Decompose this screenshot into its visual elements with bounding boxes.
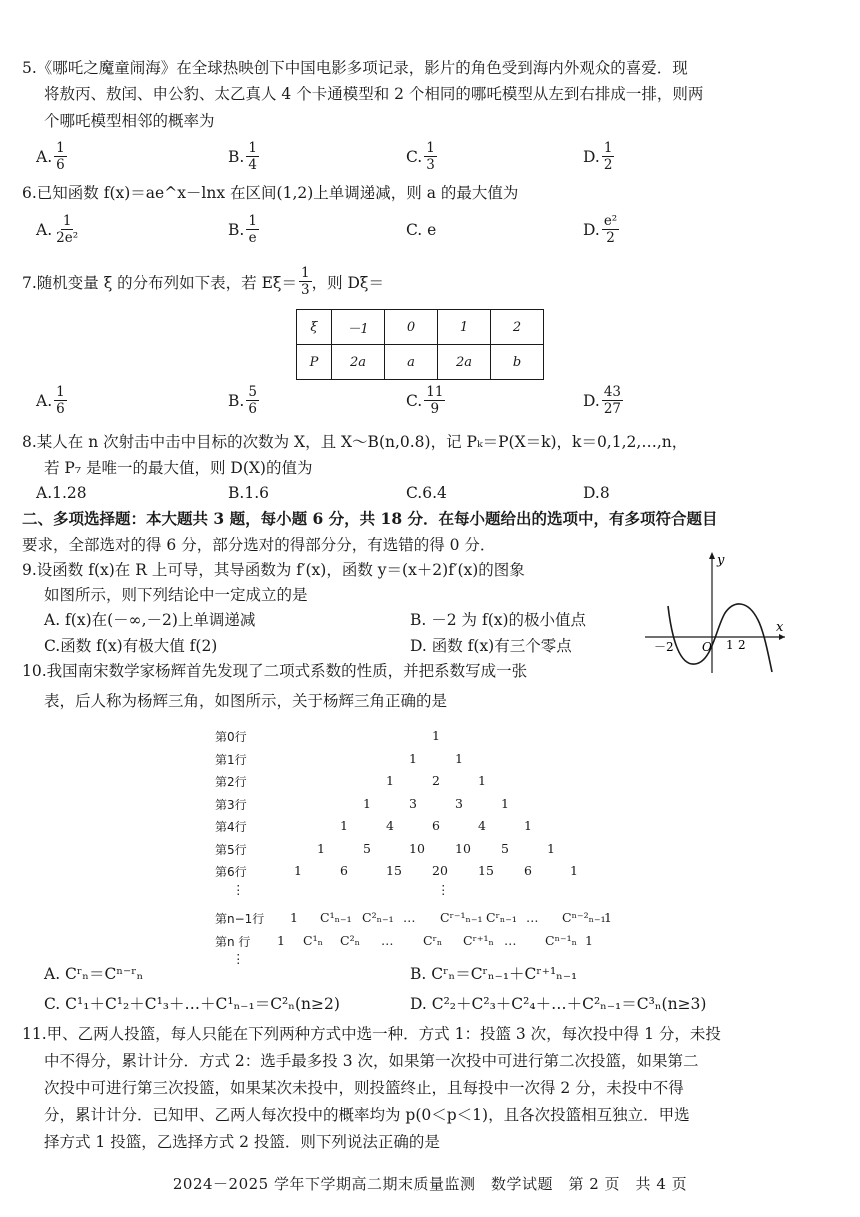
q9-option-b[interactable]: B. －2 为 f(x)的极小值点 bbox=[410, 611, 587, 629]
triangle-row-label: 第2行 bbox=[215, 775, 247, 789]
triangle-cell: … bbox=[526, 910, 539, 925]
table-row: ξ －1 0 1 2 bbox=[297, 310, 544, 345]
q9-line2: 如图所示，则下列结论中一定成立的是 bbox=[44, 586, 308, 604]
triangle-dots-left: ⋮ bbox=[232, 881, 245, 897]
triangle-cell: 1 bbox=[409, 750, 417, 766]
section2-heading-line1: 二、多项选择题：本大题共 3 题，每小题 6 分，共 18 分．在每小题给出的选项中，有多项符合题目 bbox=[22, 509, 718, 528]
triangle-cell: 1 bbox=[386, 773, 394, 788]
triangle-row-label: 第4行 bbox=[215, 820, 247, 834]
triangle-cell: 1 bbox=[478, 773, 486, 788]
triangle-cell: 10 bbox=[455, 840, 471, 856]
q10-option-a[interactable]: A. Cʳₙ＝Cⁿ⁻ʳₙ bbox=[44, 965, 144, 983]
graph-x-label: x bbox=[776, 620, 784, 635]
triangle-cell: 1 bbox=[363, 795, 371, 811]
q8-line2: 若 P₇ 是唯一的最大值，则 D(X)的值为 bbox=[44, 459, 313, 477]
q10-line1: 10.我国南宋数学家杨辉首先发现了二项式系数的性质，并把系数写成一张 bbox=[22, 662, 528, 680]
table-row: P 2a a 2a b bbox=[297, 345, 544, 380]
q5-option-c[interactable]: C. $\frac{1}{3}$ bbox=[406, 140, 435, 173]
triangle-cell: 3 bbox=[409, 795, 417, 811]
triangle-cell: … bbox=[504, 932, 517, 948]
q8-option-b[interactable]: B.1.6 bbox=[228, 484, 269, 502]
graph-y-label: y bbox=[717, 553, 725, 568]
page-footer: 2024－2025 学年下学期高二期末质量监测 数学试题 第 2 页 共 4 页 bbox=[172, 1175, 688, 1193]
q7-option-b[interactable]: B. $\frac{5}{6}$ bbox=[228, 384, 257, 417]
q5-line1: 5.《哪吒之魔童闹海》在全球热映创下中国电影多项记录，影片的角色受到海内外观众的喜爱．现 bbox=[22, 59, 688, 77]
triangle-cell: 15 bbox=[478, 863, 494, 878]
triangle-cell: Cʳₙ bbox=[423, 932, 443, 948]
triangle-row-label: 第3行 bbox=[215, 797, 247, 812]
q11-line4: 分，累计计分．已知甲、乙两人每次投中的概率均为 p(0＜p＜1)，且各次投篮相互独立．甲选 bbox=[44, 1106, 690, 1124]
triangle-cell: 1 bbox=[547, 840, 555, 856]
triangle-cell: 15 bbox=[386, 863, 402, 878]
triangle-cell: 1 bbox=[604, 910, 612, 925]
triangle-cell: 1 bbox=[432, 728, 440, 743]
q6-option-a[interactable]: A. $\frac{1}{\text{2e²}}$ bbox=[36, 213, 79, 246]
q10-option-d[interactable]: D. C²₂＋C²₃＋C²₄＋…＋C²ₙ₋₁＝C³ₙ(n≥3) bbox=[410, 995, 707, 1013]
triangle-dots-bottom: ⋮ bbox=[232, 951, 245, 966]
triangle-cell: 4 bbox=[478, 818, 486, 833]
triangle-cell: 4 bbox=[386, 818, 394, 833]
triangle-cell: C²ₙ bbox=[340, 932, 360, 948]
q10-line2: 表，后人称为杨辉三角，如图所示，关于杨辉三角正确的是 bbox=[44, 692, 448, 710]
triangle-cell: 1 bbox=[340, 818, 348, 833]
triangle-cell: Cʳₙ₋₁ bbox=[486, 910, 517, 925]
triangle-cell: … bbox=[381, 932, 394, 948]
triangle-cell: Cⁿ⁻¹ₙ bbox=[545, 932, 577, 948]
q8-option-a[interactable]: A.1.28 bbox=[36, 484, 87, 502]
triangle-cell: 1 bbox=[585, 932, 593, 948]
q5-line3: 个哪吒模型相邻的概率为 bbox=[44, 112, 215, 130]
triangle-cell: 1 bbox=[317, 840, 325, 856]
triangle-cell: 1 bbox=[501, 795, 509, 811]
triangle-row-label: 第n 行 bbox=[215, 934, 251, 949]
graph-tick-neg2: －2 bbox=[654, 640, 674, 654]
q6-option-c[interactable]: C. e bbox=[406, 221, 437, 239]
graph-origin-label: O bbox=[702, 640, 712, 654]
q6-option-b[interactable]: B. $\frac{1}{e}$ bbox=[228, 213, 257, 246]
q5-option-d[interactable]: D. $\frac{1}{2}$ bbox=[583, 140, 613, 173]
triangle-row-label: 第n−1行 bbox=[215, 912, 265, 926]
q8-option-d[interactable]: D.8 bbox=[583, 484, 610, 502]
triangle-cell: 5 bbox=[363, 840, 371, 856]
triangle-cell: Cʳ⁺¹ₙ bbox=[463, 932, 494, 948]
q11-line1: 11.甲、乙两人投篮，每人只能在下列两种方式中选一种．方式 1：投篮 3 次，每次投中得 1 分，未投 bbox=[22, 1025, 721, 1043]
q10-option-c[interactable]: C. C¹₁＋C¹₂＋C¹₃＋…＋C¹ₙ₋₁＝C²ₙ(n≥2) bbox=[44, 995, 340, 1013]
triangle-cell: 6 bbox=[524, 863, 532, 878]
q9-line1: 9.设函数 f(x)在 R 上可导，其导函数为 f′(x)，函数 y＝(x＋2)f′(x)的图象 bbox=[22, 561, 525, 579]
triangle-cell: 1 bbox=[277, 932, 285, 948]
q6-line1: 6.已知函数 f(x)＝ae^x－lnx 在区间(1,2)上单调递减，则 a 的最大值为 bbox=[22, 184, 519, 202]
graph-tick-1: 1 bbox=[726, 638, 734, 652]
triangle-cell: … bbox=[403, 910, 416, 925]
graph-tick-2: 2 bbox=[738, 638, 746, 652]
function-curve bbox=[668, 604, 772, 672]
q6-option-d[interactable]: D. $\frac{\text{e²}}{2}$ bbox=[583, 213, 618, 246]
q8-line1: 8.某人在 n 次射击中击中目标的次数为 X，且 X～B(n,0.8)，记 Pₖ＝P(X＝k)，k＝0,1,2,…,n， bbox=[22, 433, 688, 451]
triangle-row-label: 第6行 bbox=[215, 865, 247, 879]
triangle-dots-center: ⋮ bbox=[437, 881, 450, 897]
triangle-row-label: 第5行 bbox=[215, 842, 247, 857]
q5-option-a[interactable]: A. $\frac{1}{6}$ bbox=[36, 140, 65, 173]
q9-option-a[interactable]: A. f(x)在(－∞,－2)上单调递减 bbox=[44, 611, 256, 629]
triangle-cell: Cⁿ⁻²ₙ₋₁ bbox=[562, 910, 606, 925]
q9-option-c[interactable]: C.函数 f(x)有极大值 f(2) bbox=[44, 637, 218, 655]
triangle-row-label: 第1行 bbox=[215, 752, 247, 767]
q7-distribution-table bbox=[296, 309, 544, 380]
triangle-cell: 6 bbox=[432, 818, 440, 833]
q7-stem: 7.随机变量 ξ 的分布列如下表，若 Eξ＝ $\frac{1}{3}$ ，则 Dξ＝ bbox=[22, 265, 384, 298]
q9-graph bbox=[640, 548, 790, 678]
triangle-cell: C¹ₙ bbox=[303, 932, 323, 948]
q7-option-a[interactable]: A. $\frac{1}{6}$ bbox=[36, 384, 65, 417]
triangle-cell: 10 bbox=[409, 840, 425, 856]
triangle-cell: C¹ₙ₋₁ bbox=[320, 910, 352, 925]
section2-heading-line2: 要求，全部选对的得 6 分，部分选对的得部分分，有选错的得 0 分． bbox=[22, 536, 496, 554]
q5-line2: 将敖丙、敖闰、申公豹、太乙真人 4 个卡通模型和 2 个相同的哪吒模型从左到右排成一排，则两 bbox=[44, 85, 704, 103]
y-axis-arrow-icon bbox=[709, 552, 715, 559]
q5-option-b[interactable]: B. $\frac{1}{4}$ bbox=[228, 140, 257, 173]
triangle-cell: 6 bbox=[340, 863, 348, 878]
q11-line5: 择方式 1 投篮，乙选择方式 2 投篮．则下列说法正确的是 bbox=[44, 1133, 440, 1151]
triangle-cell: 2 bbox=[432, 773, 440, 788]
triangle-row-label: 第0行 bbox=[215, 730, 247, 744]
q8-option-c[interactable]: C.6.4 bbox=[406, 484, 447, 502]
triangle-cell: 1 bbox=[570, 863, 578, 878]
triangle-cell: Cʳ⁻¹ₙ₋₁ bbox=[440, 910, 483, 925]
triangle-cell: C²ₙ₋₁ bbox=[362, 910, 394, 925]
q10-option-b[interactable]: B. Cʳₙ＝Cʳₙ₋₁＋Cʳ⁺¹ₙ₋₁ bbox=[410, 965, 578, 983]
q11-line3: 次投中可进行第三次投篮，如果某次未投中，则投篮终止，且每投中一次得 2 分，未投中不得 bbox=[44, 1079, 684, 1097]
triangle-cell: 1 bbox=[294, 863, 302, 878]
triangle-cell: 1 bbox=[290, 910, 298, 925]
q11-line2: 中不得分，累计计分．方式 2：选手最多投 3 次，如果第一次投中可进行第二次投篮，如果第二 bbox=[44, 1052, 699, 1070]
q7-option-c[interactable]: C. $\frac{11}{9}$ bbox=[406, 384, 444, 417]
triangle-cell: 20 bbox=[432, 863, 448, 878]
triangle-cell: 5 bbox=[501, 840, 509, 856]
triangle-cell: 3 bbox=[455, 795, 463, 811]
triangle-cell: 1 bbox=[524, 818, 532, 833]
q7-option-d[interactable]: D. $\frac{43}{27}$ bbox=[583, 384, 621, 417]
triangle-cell: 1 bbox=[455, 750, 463, 766]
q9-option-d[interactable]: D. 函数 f(x)有三个零点 bbox=[410, 637, 572, 655]
